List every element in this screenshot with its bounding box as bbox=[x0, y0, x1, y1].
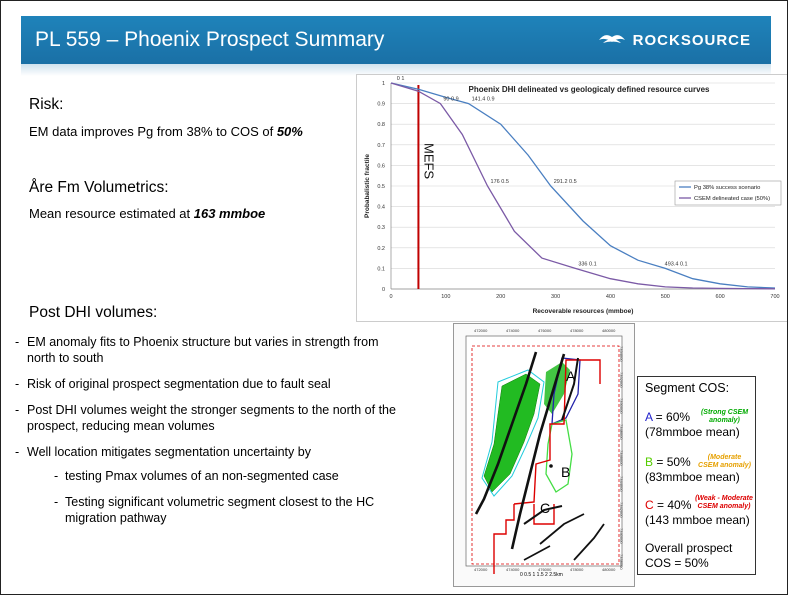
slide-title: PL 559 – Phoenix Prospect Summary bbox=[35, 28, 385, 51]
map-bottom-tick: 474000 bbox=[506, 567, 520, 572]
point-label: 0 1 bbox=[396, 76, 405, 82]
map-side-tick: 7350000 bbox=[619, 398, 624, 414]
map-side-tick: 7352000 bbox=[619, 372, 624, 388]
x-tick-label: 500 bbox=[660, 294, 670, 300]
map-side-tick: 7348000 bbox=[619, 424, 624, 440]
resource-curve-svg bbox=[357, 75, 787, 321]
map-top-tick: 480000 bbox=[602, 328, 616, 333]
point-label: 291.2 0.5 bbox=[553, 179, 577, 185]
bullet-dash: - bbox=[15, 335, 20, 349]
x-tick-label: 400 bbox=[605, 294, 616, 300]
segment-a-letter: A bbox=[645, 410, 653, 424]
segment-a-cos bbox=[645, 410, 690, 424]
y-tick-label: 0.8 bbox=[377, 122, 385, 129]
y-tick-label: 0.3 bbox=[377, 225, 385, 232]
map-side-tick: 7346000 bbox=[619, 450, 624, 466]
segment-c-note: (Weak - Moderate CSEM anomaly) bbox=[695, 495, 753, 510]
y-axis-label: Probabalistic fractile bbox=[364, 154, 371, 218]
y-tick-label: 0.4 bbox=[377, 204, 385, 211]
risk-text-prefix: EM data improves Pg from 38% to COS of bbox=[29, 124, 277, 139]
volumetrics-text bbox=[29, 206, 265, 221]
sub-bullet-dash: - bbox=[54, 495, 59, 509]
map-bottom-tick: 478000 bbox=[570, 567, 584, 572]
risk-text bbox=[29, 124, 303, 139]
segment-c-label: C bbox=[540, 500, 551, 516]
title-bar bbox=[21, 16, 771, 64]
map-bottom-tick: 472000 bbox=[474, 567, 488, 572]
point-label: 90 0.9 bbox=[443, 96, 459, 103]
brand-logo bbox=[597, 31, 751, 49]
sub-bullet-item: testing Pmax volumes of an non-segmented case bbox=[65, 469, 339, 483]
y-tick-label: 0 bbox=[381, 287, 385, 293]
risk-heading: Risk: bbox=[29, 96, 64, 113]
map-top-tick: 478000 bbox=[570, 328, 584, 333]
resource-curve-chart bbox=[356, 74, 788, 322]
map-bottom-tick: 480000 bbox=[602, 567, 616, 572]
mean-resource-value: 163 mmboe bbox=[193, 206, 266, 221]
volumetrics-heading: Åre Fm Volumetrics: bbox=[29, 179, 169, 196]
y-tick-label: 0.1 bbox=[377, 266, 385, 273]
map-side-tick: 7342000 bbox=[619, 502, 624, 518]
x-tick-label: 700 bbox=[770, 294, 780, 300]
segment-b-cos bbox=[645, 455, 691, 469]
bullet-item: Post DHI volumes weight the stronger segments to the north of the prospect, reducing mean volumes bbox=[27, 403, 396, 433]
bullet-item: Well location mitigates segmentation uncertainty by bbox=[27, 445, 311, 459]
segment-b-note: (Moderate CSEM anomaly) bbox=[698, 454, 751, 469]
y-tick-label: 0.7 bbox=[377, 142, 385, 149]
map-side-tick: 7338000 bbox=[619, 554, 624, 570]
legend-entry: CSEM delineated case (50%) bbox=[694, 196, 771, 202]
y-tick-label: 0.9 bbox=[377, 101, 385, 108]
bullet-item: Risk of original prospect segmentation due to fault seal bbox=[27, 377, 331, 391]
x-tick-label: 200 bbox=[496, 294, 506, 300]
y-tick-label: 0.5 bbox=[377, 184, 385, 190]
map-top-tick: 472000 bbox=[474, 328, 488, 333]
segment-c-cos bbox=[645, 498, 691, 512]
volumetrics-text-prefix: Mean resource estimated at bbox=[29, 206, 194, 221]
point-label: 336 0.1 bbox=[578, 261, 597, 268]
segment-cos-title: Segment COS: bbox=[645, 381, 730, 395]
segment-c-letter: C bbox=[645, 498, 654, 512]
segment-b-letter: B bbox=[645, 455, 654, 469]
x-tick-label: 100 bbox=[441, 294, 451, 300]
map-side-tick: 7340000 bbox=[619, 528, 624, 544]
point-label: 141.4 0.9 bbox=[471, 96, 495, 103]
map-side-tick: 7344000 bbox=[619, 476, 624, 492]
bullet-item: EM anomaly fits to Phoenix structure but varies in strength from north to south bbox=[27, 335, 379, 365]
segment-c-value: = 40% bbox=[653, 498, 692, 512]
brand-name: ROCKSOURCE bbox=[632, 31, 751, 49]
overall-cos-line2: COS = 50% bbox=[645, 556, 709, 570]
segment-b-mean: (83mmboe mean) bbox=[645, 470, 740, 484]
segment-a-label: A bbox=[566, 368, 576, 384]
x-axis-label: Recoverable resources (mmboe) bbox=[532, 308, 634, 315]
bullet-dash: - bbox=[15, 403, 20, 417]
segment-b-value: = 50% bbox=[653, 455, 691, 469]
segment-c-mean: (143 mmboe mean) bbox=[645, 513, 750, 527]
bullet-dash: - bbox=[15, 445, 20, 459]
segment-a-note: (Strong CSEM anomaly) bbox=[700, 409, 749, 424]
y-tick-label: 0.6 bbox=[377, 163, 385, 170]
map-side-tick: 7354000 bbox=[619, 346, 624, 362]
point-label: 176 0.5 bbox=[490, 179, 509, 185]
point-label: 493.4 0.1 bbox=[664, 261, 688, 268]
x-tick-label: 300 bbox=[550, 294, 561, 300]
risk-cos-value: 50% bbox=[276, 124, 303, 139]
segment-cos-box bbox=[637, 376, 756, 575]
segment-b-label: B bbox=[561, 464, 571, 480]
mefs-label: MEFS bbox=[421, 143, 437, 180]
segment-a-mean: (78mmboe mean) bbox=[645, 425, 740, 439]
map-scale-bar: 0 0.5 1 1.5 2 2.5km bbox=[520, 572, 563, 578]
legend-entry: Pg 38% success scenario bbox=[694, 185, 761, 191]
post-dhi-heading: Post DHI volumes: bbox=[29, 304, 158, 321]
sub-bullet-item: Testing significant volumetric segment closest to the HC migration pathway bbox=[65, 495, 375, 525]
map-top-tick: 474000 bbox=[506, 328, 520, 333]
prospect-map bbox=[453, 323, 635, 587]
y-tick-label: 0.2 bbox=[377, 245, 385, 252]
x-tick-label: 0 bbox=[389, 294, 393, 300]
chart-title: Phoenix DHI delineated vs geologicaly defined resource curves bbox=[468, 85, 710, 94]
map-top-tick: 476000 bbox=[538, 328, 552, 333]
segment-a-value: = 60% bbox=[652, 410, 691, 424]
prospect-map-svg bbox=[454, 324, 634, 586]
overall-cos-line1: Overall prospect bbox=[645, 541, 733, 555]
x-tick-label: 600 bbox=[715, 294, 725, 300]
bullet-dash: - bbox=[15, 377, 20, 391]
y-tick-label: 1 bbox=[381, 81, 385, 87]
map-bottom-tick: 476000 bbox=[538, 567, 552, 572]
sub-bullet-dash: - bbox=[54, 469, 59, 483]
rocksource-logo-icon bbox=[597, 31, 627, 49]
